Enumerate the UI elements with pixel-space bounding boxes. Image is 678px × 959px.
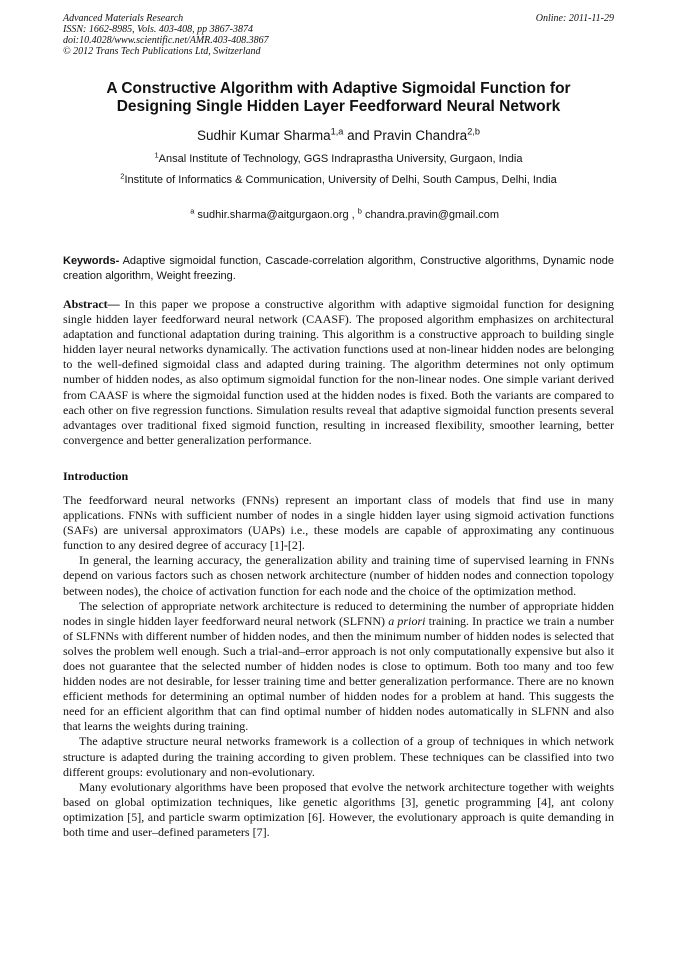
journal-name: Advanced Materials Research [63, 13, 184, 24]
email-line [63, 194, 614, 236]
email-b[interactable]: chandra.pravin@gmail.com [361, 209, 500, 221]
email-b-sup: b [357, 206, 362, 216]
keywords [63, 254, 614, 284]
title-line-2: Designing Single Hidden Layer Feedforward Neural Network [116, 98, 561, 115]
affiliation-2-text: Institute of Informatics & Communication, University of Delhi, South Campus, Delhi, India [124, 174, 557, 186]
intro-paragraph-1: The feedforward neural networks (FNNs) represent an important class of models that find use in many applications. FNNs with sufficient number of nodes in a single hidden layer using sigmoid activation functions (SAFs) are universal approximators (UAPs) i.e., these models are capable of approximating any continuous function to any desired degree of accuracy [1]-[2]. [63, 492, 614, 553]
keywords-label: Keywords- [63, 255, 120, 267]
author-1: Sudhir Kumar Sharma [197, 128, 331, 143]
author-2-sup: 2,b [467, 126, 480, 137]
intro-paragraph-3-emphasis: a priori [388, 613, 426, 628]
paper-page [63, 13, 614, 840]
affiliation-2 [63, 173, 614, 187]
affiliation-2-sup: 2 [120, 171, 125, 181]
journal-header [63, 13, 614, 57]
intro-paragraph-3 [63, 599, 614, 735]
issn-line: ISSN: 1662-8985, Vols. 403-408, pp 3867-3874 [63, 24, 253, 35]
author-1-sup: 1,a [330, 126, 344, 137]
doi-line: doi:10.4028/www.scientific.net/AMR.403-408.3867 [63, 35, 269, 46]
copyright-line: © 2012 Trans Tech Publications Ltd, Switzerland [63, 46, 261, 57]
author-conjunction: and [343, 128, 374, 143]
abstract-text: In this paper we propose a constructive algorithm with adaptive sigmoidal function for designing single hidden layer feedforward neural network (CAASF). The proposed algorithm emphasizes on architectural adaptation and functional adaptation during training. This algorithm is a constructive approach to building single hidden layer neural networks dynamically. The activation functions used at non-linear hidden nodes are belonging to the well-defined sigmoidal class and adapted during training. The algorithm determines not only optimum number of hidden nodes, as also optimum sigmoidal function for the non-linear nodes. One simple variant derived from CAASF is where the sigmoidal function used at the hidden nodes is fixed. Both the variants are compared to each other on five regression functions. Simulation results reveal that adaptive sigmoidal function presents several advantages over traditional fixed sigmoid function, resulting in increased flexibility, smoother learning, better convergence and better generalization performance. [63, 297, 614, 447]
affiliation-1 [63, 152, 614, 166]
keywords-text: Adaptive sigmoidal function, Cascade-correlation algorithm, Constructive algorithms, Dynamic node creation algorithm, Weight freezing. [63, 255, 614, 282]
intro-paragraph-4: The adaptive structure neural networks framework is a collection of a group of techniques in which network structure is adapted during the training according to given problem. These techniques can be classified into two different groups: evolutionary and non-evolutionary. [63, 734, 614, 779]
title-line-1: A Constructive Algorithm with Adaptive Sigmoidal Function for [106, 80, 571, 97]
intro-paragraph-3-post: training. In practice we train a number of SLFNNs with different number of hidden nodes, and then the minimum number of hidden nodes is selected that solves the problem well enough. Such a trial-and–error approach is not only computationally expensive but also it does not guarantee that the selected number of hidden nodes is close to optimum. Both too many and too few hidden nodes are not desirable, for lesser training time and better generalization performance. There are no known efficient methods for determining an optimal number of hidden nodes for a problem at hand. This suggests the need for an efficient algorithm that can find optimal number of hidden nodes automatically in SLFNN and also that learns the weights during training. [63, 613, 615, 734]
affiliation-1-sup: 1 [154, 150, 159, 160]
affiliation-1-text: Ansal Institute of Technology, GGS Indraprastha University, Gurgaon, India [158, 153, 523, 165]
email-a[interactable]: sudhir.sharma@aitgurgaon.org , [194, 209, 358, 221]
intro-paragraph-5: Many evolutionary algorithms have been proposed that evolve the network architecture together with weights based on global optimization techniques, like genetic algorithms [3], genetic programming [4], ant colony optimization [5], and particle swarm optimization [6]. However, the evolutionary approach is quite demanding in both time and user–defined parameters [7]. [63, 779, 614, 839]
abstract [63, 297, 614, 448]
abstract-label: Abstract— [63, 297, 120, 311]
intro-paragraph-3-pre: The selection of appropriate network architecture is reduced to determining the number of appropriate hidden nodes in single hidden layer feedforward neural network (SLFNN) [63, 598, 614, 628]
author-2: Pravin Chandra [373, 128, 468, 143]
section-heading-introduction: Introduction [63, 468, 129, 483]
online-date: Online: 2011-11-29 [535, 13, 614, 24]
intro-paragraph-2: In general, the learning accuracy, the generalization ability and training time of supervised learning in FNNs depend on various factors such as chosen network architecture (number of hidden nodes and connection topology between nodes), the choice of activation function for each node and the choice of the optimization method. [63, 553, 614, 598]
author-list [63, 127, 614, 144]
paper-title [63, 80, 614, 116]
email-a-sup: a [190, 206, 195, 216]
